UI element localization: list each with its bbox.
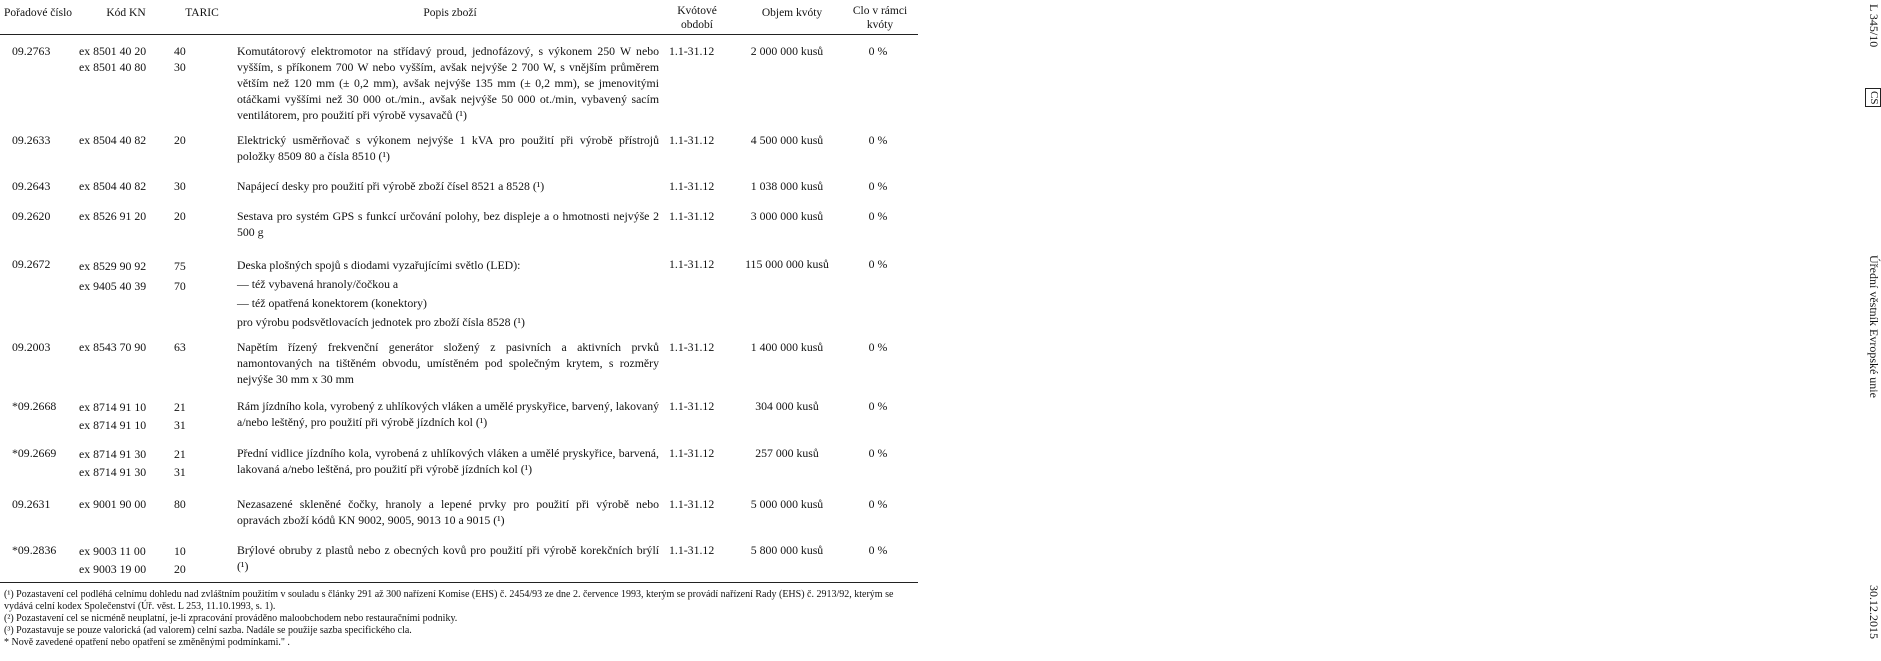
row-2-desc: Elektrický usměrňovač s výkonem nejvýše 1 kVA pro použití při výrobě přístrojů položky 8509 80 a čísla 8510 (¹) — [237, 133, 659, 163]
row-3-kn: ex 8504 40 82 — [79, 179, 147, 193]
row-6-duty: 0 % — [868, 340, 888, 354]
side-margin — [929, 0, 1881, 661]
row-9-duty: 0 % — [868, 497, 888, 511]
row-5-desc: Deska plošných spojů s diodami vyzařujícími světlo (LED): — též vybavená hranoly/čočkou a — též opatřená konektorem (konektory) pro výrobu podsvětlovacích jednotek pro zboží čísla 8528 (¹) — [237, 258, 525, 329]
row-3-volume: 1 038 000 kusů — [750, 179, 824, 193]
row-8-period: 1.1-31.12 — [669, 446, 715, 460]
row-2-taric: 20 — [174, 133, 186, 147]
row-5-volume: 115 000 000 kusů — [745, 257, 829, 271]
row-6-volume: 1 400 000 kusů — [750, 340, 824, 354]
row-9-volume: 5 000 000 kusů — [750, 497, 824, 511]
row-8-kn: ex 8714 91 30 ex 8714 91 30 — [79, 447, 147, 479]
header-rule — [0, 34, 918, 35]
footnote-3: (³) Pozastavuje se pouze valorická (ad valorem) celní sazba. Nadále se použije sazba specifického cla. — [4, 625, 412, 636]
row-8-no: *09.2669 — [12, 446, 57, 460]
row-7-taric: 21 31 — [174, 400, 186, 432]
row-3-taric: 30 — [174, 179, 186, 193]
row-2-volume: 4 500 000 kusů — [750, 133, 824, 147]
footnote-1: (¹) Pozastavení cel podléhá celnímu dohledu nad zvláštním použitím v souladu s články 291 až 300 nařízení Komise (EHS) č. 2454/93 ze dne 2. července 1993, kterým se provádí nařízení Rady (EHS) č. 2913/92, kterým se vydává celní kodex Společenství (Úř. věst. L 253, 11.10.1993, s. 1). — [4, 589, 894, 612]
footnote-rule — [0, 582, 918, 583]
header-kn: Kód KN — [106, 7, 146, 19]
row-2-period: 1.1-31.12 — [669, 133, 715, 147]
row-9-period: 1.1-31.12 — [669, 497, 715, 511]
row-3-desc: Napájecí desky pro použití při výrobě zboží čísel 8521 a 8528 (¹) — [237, 179, 545, 193]
row-7-no: *09.2668 — [12, 399, 57, 413]
row-5-no: 09.2672 — [12, 257, 51, 271]
journal-title: Úřední věstník Evropské unie — [1867, 255, 1881, 398]
row-4-taric: 20 — [174, 209, 186, 223]
row-7-kn: ex 8714 91 10 ex 8714 91 10 — [79, 400, 147, 432]
row-8-duty: 0 % — [868, 446, 888, 460]
row-7-desc: Rám jízdního kola, vyrobený z uhlíkových vláken a umělé pryskyřice, barvený, lakovaný a/nebo leštěný, pro použití při výrobě jízdních kol (¹) — [237, 399, 659, 429]
row-1-kn: ex 8501 40 20 ex 8501 40 80 — [79, 44, 147, 74]
row-6-kn: ex 8543 70 90 — [79, 340, 147, 354]
row-6-taric: 63 — [174, 340, 186, 354]
row-6-no: 09.2003 — [12, 340, 51, 354]
row-4-period: 1.1-31.12 — [669, 209, 715, 223]
row-1-duty: 0 % — [868, 44, 888, 58]
row-8-volume: 257 000 kusů — [755, 446, 819, 460]
row-9-taric: 80 — [174, 497, 186, 511]
row-9-kn: ex 9001 90 00 — [79, 497, 147, 511]
row-4-volume: 3 000 000 kusů — [750, 209, 824, 223]
header-taric: TARIC — [185, 7, 219, 19]
row-4-duty: 0 % — [868, 209, 888, 223]
row-10-volume: 5 800 000 kusů — [750, 543, 824, 557]
row-2-no: 09.2633 — [12, 133, 51, 147]
row-9-no: 09.2631 — [12, 497, 51, 511]
row-3-no: 09.2643 — [12, 179, 51, 193]
row-1-volume: 2 000 000 kusů — [750, 44, 824, 58]
row-4-kn: ex 8526 91 20 — [79, 209, 147, 223]
row-7-volume: 304 000 kusů — [755, 399, 819, 413]
row-9-desc: Nezasazené skleněné čočky, hranoly a lepené prvky pro použití při výrobě nebo opravách zboží kódů KN 9002, 9005, 9013 10 a 9015 (¹) — [237, 497, 659, 527]
row-8-desc: Přední vidlice jízdního kola, vyrobená z uhlíkových vláken a umělé pryskyřice, barvená, lakovaná a/nebo leštěná, pro použití při výrobě jízdních kol (¹) — [237, 446, 659, 476]
row-1-taric: 40 30 — [174, 44, 186, 74]
row-7-duty: 0 % — [868, 399, 888, 413]
row-2-duty: 0 % — [868, 133, 888, 147]
header-no: Pořadové číslo — [3, 7, 73, 19]
row-1-period: 1.1-31.12 — [669, 44, 715, 58]
row-10-no: *09.2836 — [12, 543, 57, 557]
language-badge: CS — [1865, 88, 1881, 107]
row-1-desc: Komutátorový elektromotor na střídavý proud, jednofázový, s výkonem 250 W nebo vyšším, s příkonem 700 W nebo vyšším, avšak nejvýše 2 700 W, s vnějším průměrem větším než 120 mm (± 0,2 mm), avšak nejvýše 135 mm (± 0,2 mm), se jmenovitými otáčkami vyššími než 30 000 ot./min., avšak nejvýše 50 000 ot./min, vybavený sacím ventilátorem, pro použití při výrobě vysavačů (¹) — [237, 44, 659, 122]
row-5-taric: 75 70 — [174, 259, 186, 293]
header-period: Kvótové období — [677, 5, 717, 31]
header-volume: Objem kvóty — [761, 7, 823, 19]
row-7-period: 1.1-31.12 — [669, 399, 715, 413]
row-5-duty: 0 % — [868, 257, 888, 271]
row-3-duty: 0 % — [868, 179, 888, 193]
row-10-period: 1.1-31.12 — [669, 543, 715, 557]
row-5-kn: ex 8529 90 92 ex 9405 40 39 — [79, 259, 147, 293]
row-5-period: 1.1-31.12 — [669, 257, 715, 271]
row-10-kn: ex 9003 11 00 ex 9003 19 00 — [79, 544, 147, 576]
row-6-desc: Napětím řízený frekvenční generátor složený z pasivních a aktivních prvků namontovaných na tištěném obvodu, umístěném pod společným krytem, s rozměry nejvýše 30 mm x 30 mm — [237, 340, 659, 386]
row-10-taric: 10 20 — [174, 544, 186, 576]
row-8-taric: 21 31 — [174, 447, 186, 479]
row-4-desc: Sestava pro systém GPS s funkcí určování polohy, bez displeje a o hmotnosti nejvýše 2 500 g — [237, 209, 659, 239]
row-3-period: 1.1-31.12 — [669, 179, 715, 193]
row-10-duty: 0 % — [868, 543, 888, 557]
header-desc: Popis zboží — [423, 7, 477, 19]
row-4-no: 09.2620 — [12, 209, 51, 223]
document-page — [0, 0, 930, 661]
row-2-kn: ex 8504 40 82 — [79, 133, 147, 147]
row-6-period: 1.1-31.12 — [669, 340, 715, 354]
row-1-no: 09.2763 — [12, 44, 51, 58]
row-10-desc: Brýlové obruby z plastů nebo z obecných kovů pro použití při výrobě korekčních brýlí (¹) — [237, 543, 659, 573]
journal-ref: L 345/10 — [1867, 4, 1881, 48]
header-duty: Clo v rámci kvóty — [852, 5, 908, 31]
journal-date: 30.12.2015 — [1867, 585, 1881, 639]
footnote-4: * Nově zavedené opatření nebo opatření se změněnými podmínkami." . — [4, 637, 290, 648]
footnote-2: (²) Pozastavení cel se nicméně neuplatní, je-li zpracování prováděno maloobchodem nebo restauračními podniky. — [4, 613, 458, 624]
